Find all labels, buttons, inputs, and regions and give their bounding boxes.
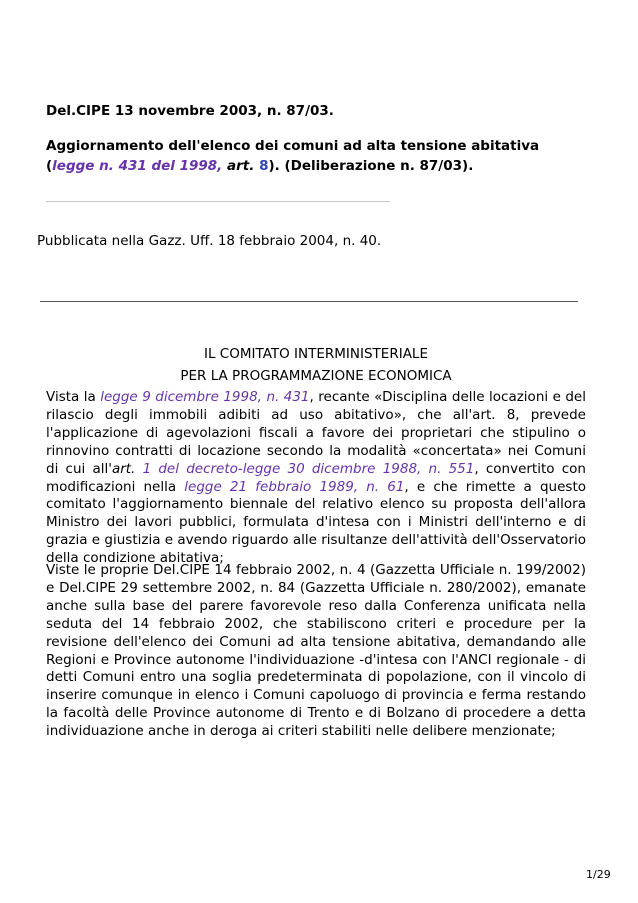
decree-law-551-link[interactable]: decreto-legge 30 dicembre 1988, n. 551 [186,460,475,477]
para1-text-2: , recante «Disciplina delle locazioni e del rilascio degli immobili adibiti ad uso abitativo», che all'art. 8, prevede l'applicazione di agevolazioni fiscali a favore dei proprietari che stipulino o rinnovino contratti di locazione secondo la modalità «concertata» nei Comuni di cui all' [46,389,586,477]
subtitle-text-end: ). (Deliberazione n. 87/03). [268,158,474,174]
law-61-1989-link[interactable]: legge 21 febbraio 1989, n. 61 [184,478,405,495]
law-431-1998-link[interactable]: legge n. 431 del 1998, [52,158,223,174]
document-title: Del.CIPE 13 novembre 2003, n. 87/03. [46,103,334,119]
article-8-link[interactable]: 8 [259,158,269,174]
publication-note: Pubblicata nella Gazz. Uff. 18 febbraio 2004, n. 40. [37,233,382,249]
para1-text-4: , e che rimette a questo comitato l'aggiornamento biennale del relativo elenco su proposta dell'allora Ministro dei lavori pubblici, formulata d'intesa con i Ministri dell'interno e di grazia e giustizia e avendo riguardo alle risultanze dell'attività dell'Osservatorio della condizione abitativa; [46,478,586,567]
document-subtitle [46,136,586,176]
para1-space-1 [135,461,142,477]
para1-text-1: Vista la [46,389,101,405]
paragraph-viste: Viste le proprie Del.CIPE 14 febbraio 2002, n. 4 (Gazzetta Ufficiale n. 199/2002) e Del.CIPE 29 settembre 2002, n. 84 (Gazzetta Ufficiale n. 280/2002), emanate anche sulla base del parere favorevole reso dalla Conferenza unificata nella seduta del 14 febbraio 2002, che stabiliscono criteri e procedure per la revisione dell'elenco dei Comuni ad alta tensione abitativa, demandando alle Regioni e Province autonome l'individuazione -d'intesa con l'ANCI regionale - di detti Comuni entro una soglia predeterminata di popolazione, con il vincolo di inserire comunque in elenco i Comuni capoluogo di provincia e ferma restando la facoltà delle Province autonome di Trento e di Bolzano di procedere a detta individuazione anche in deroga ai criteri stabiliti nelle delibere menzionate; [46,562,586,740]
del-link[interactable]: del [158,460,179,477]
para1-text-3: , convertito con modificazioni nella [46,460,586,495]
paragraph-vista [46,389,586,568]
article-1-link[interactable]: 1 [142,460,152,477]
heading-programming: PER LA PROGRAMMAZIONE ECONOMICA [180,368,452,384]
subtitle-text-start: Aggiornamento dell'elenco dei comuni ad alta tensione abitativa ( [46,138,540,174]
heading-committee: IL COMITATO INTERMINISTERIALE [204,346,428,362]
divider-short [46,201,390,202]
divider-long [40,301,578,302]
subtitle-art-label: art. [227,158,255,174]
page-number: 1/29 [586,868,611,881]
para1-art-label: art. [111,460,136,477]
law-9-dec-1998-link[interactable]: legge 9 dicembre 1998, n. 431 [100,389,310,405]
